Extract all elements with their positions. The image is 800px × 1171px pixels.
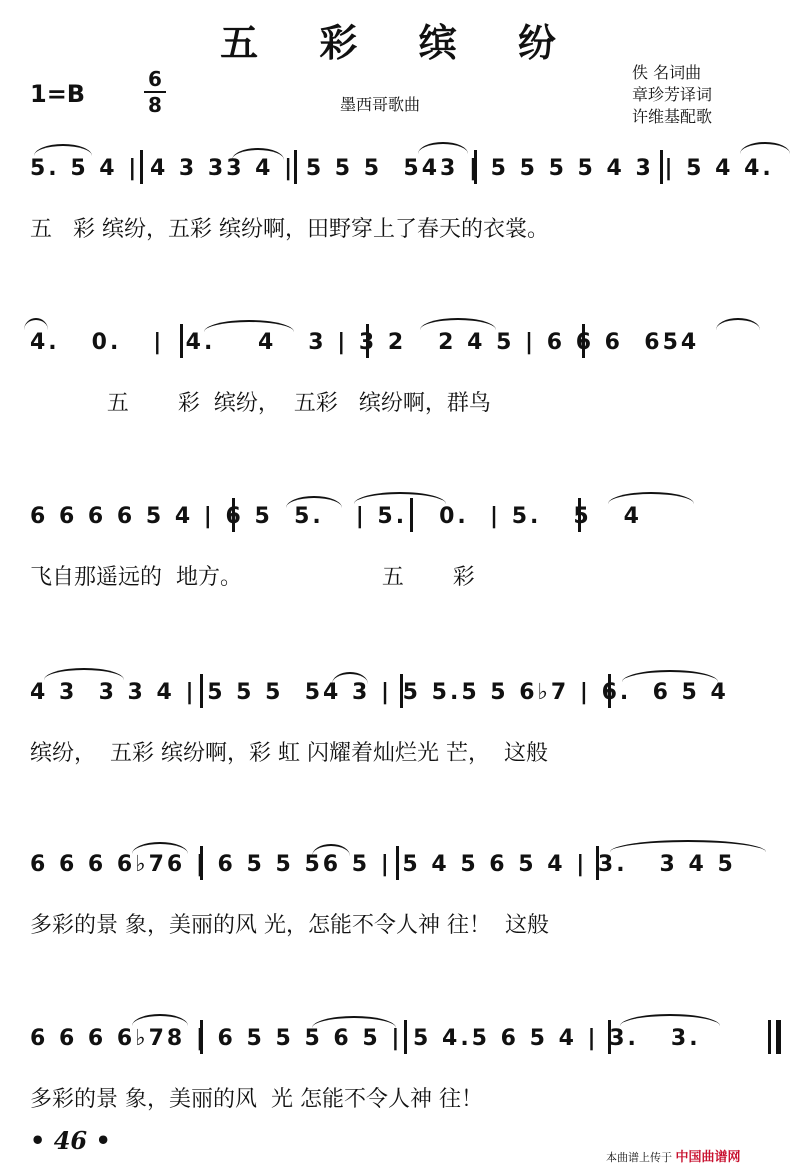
site-logo-text[interactable]: 中国曲谱网 (675, 1150, 741, 1165)
staff-line-3 (0, 490, 800, 550)
notation: 6 6 6 6 5 4 | 6 5 5. | 5. 0. | 5. 5 4 (30, 504, 642, 529)
lyrics-line-4: 缤纷， 五彩 缤纷啊，彩 虹 闪耀着灿烂光 芒， 这般 (30, 741, 548, 766)
notation: 6 6 6 6♭78 | 6 5 5 5 6 5 | 5 4.5 6 5 4 | 3. 3. (30, 1026, 701, 1051)
notation: 4. 0. | 4. 4 3 | 3 2 2 4 5 | 6 6 6 654 (30, 330, 700, 355)
lyrics-line-6: 多彩的景 象，美丽的风 光 怎能不令人神 往！ (30, 1087, 483, 1112)
notation: 4 3 3 3 4 | 5 5 5 54 3 | 5 5.5 5 6♭7 | 6. 6 5 4 (30, 680, 729, 705)
credit-line: 许维基配歌 (632, 107, 713, 126)
notation: 6 6 6 6♭76 | 6 5 5 56 5 | 5 4 5 6 5 4 | 3. 3 4 5 (30, 852, 736, 877)
footer-prefix: 本曲谱上传于 (606, 1151, 672, 1164)
notation: 5. 5 4 | 4 3 33 4 | 5 5 5 543 | 5 5 5 5 4 3 | 5 4 4. (30, 156, 774, 181)
page-number: • 46 • (30, 1126, 111, 1155)
time-signature (142, 68, 168, 116)
lyrics-line-1: 五 彩 缤纷，五彩 缤纷啊，田野穿上了春天的衣裳。 (30, 217, 549, 242)
credit-line: 章珍芳译词 (632, 85, 713, 104)
song-origin: 墨西哥歌曲 (340, 95, 421, 114)
footer-credit (606, 1146, 741, 1165)
staff-line-6 (0, 1012, 800, 1072)
lyrics-line-3: 飞自那遥远的 地方。 五 彩 (30, 565, 475, 590)
staff-line-1 (0, 142, 800, 202)
staff-line-4 (0, 666, 800, 726)
song-title: 五 彩 缤 纷 (220, 20, 580, 65)
credit-line: 佚 名词曲 (632, 63, 702, 82)
lyrics-line-2: 五 彩 缤纷， 五彩 缤纷啊，群鸟 (30, 391, 491, 416)
lyrics-line-5: 多彩的景 象，美丽的风 光，怎能不令人神 往！ 这般 (30, 913, 549, 938)
staff-line-5 (0, 838, 800, 898)
time-signature-bottom: 8 (148, 93, 162, 117)
credits (632, 62, 712, 128)
staff-line-2 (0, 316, 800, 376)
key-signature: 1=B (30, 80, 86, 108)
time-signature-top: 6 (148, 67, 162, 91)
